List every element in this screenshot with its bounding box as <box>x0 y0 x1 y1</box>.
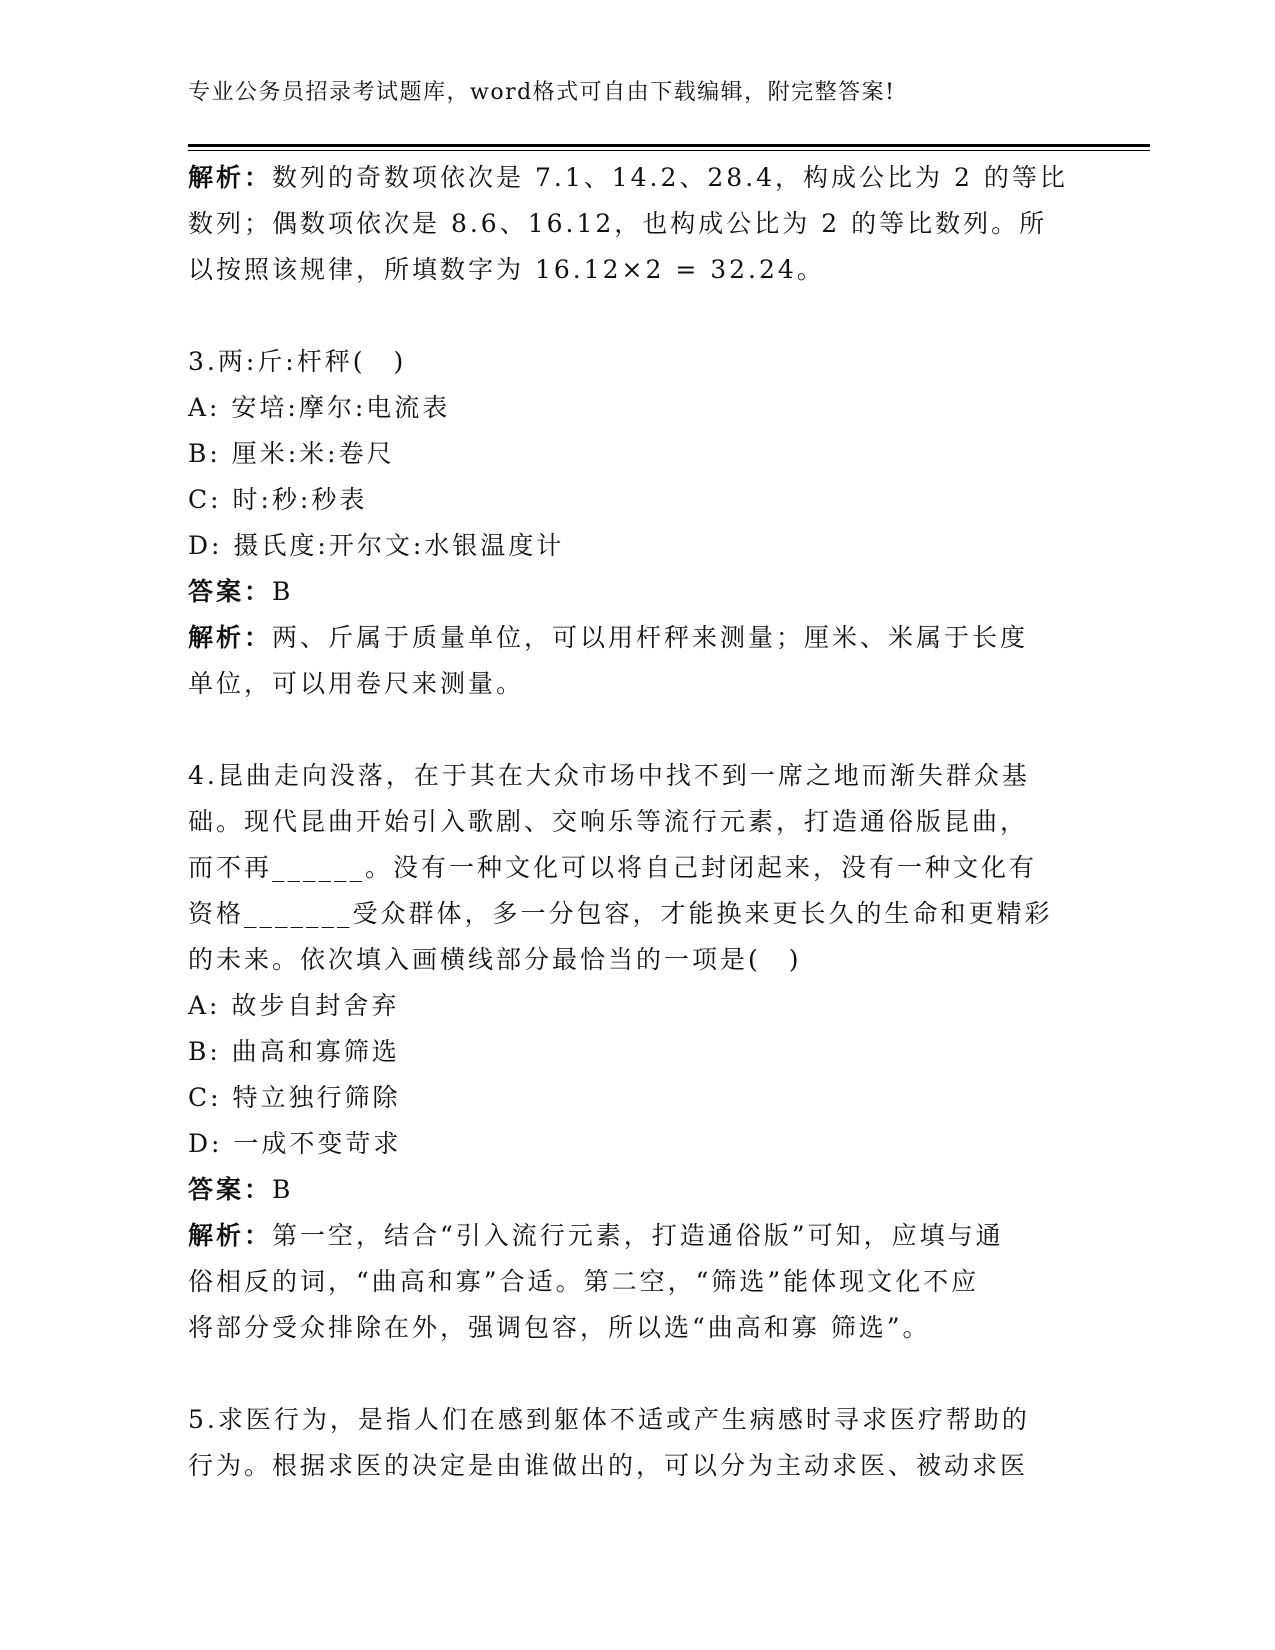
paragraph-gap <box>188 1351 1088 1397</box>
analysis-label: 解析： <box>188 623 273 652</box>
q4-stem-line: 资格_______受众群体，多一分包容，才能换来更长久的生命和更精彩 <box>188 899 1053 928</box>
analysis-label: 解析： <box>188 1221 273 1250</box>
q3-analysis-line: 解析：两、斤属于质量单位，可以用杆秤来测量；厘米、米属于长度 <box>188 623 1029 652</box>
q5-stem-line: 5.求医行为，是指人们在感到躯体不适或产生病感时寻求医疗帮助的 <box>188 1405 1030 1434</box>
q3-option-c: C: 时:秒:秒表 <box>188 485 368 514</box>
q4-option-d: D: 一成不变苛求 <box>188 1129 402 1158</box>
q3-stem: 3.两:斤:杆秤( ) <box>188 347 407 376</box>
header-rule-thin <box>188 150 1150 151</box>
page-header: 专业公务员招录考试题库，word格式可自由下载编辑，附完整答案! <box>188 80 896 105</box>
q3-answer: 答案：B <box>188 577 294 606</box>
q3-analysis-line: 单位，可以用卷尺来测量。 <box>188 669 525 698</box>
q4-option-c: C: 特立独行筛除 <box>188 1083 401 1112</box>
document-body <box>188 155 1088 1489</box>
header-rule-thick <box>188 144 1150 147</box>
q2-analysis-line: 数列；偶数项依次是 8.6、16.12，也构成公比为 2 的等比数列。所 <box>188 209 1048 238</box>
q3-option-d: D: 摄氏度:开尔文:水银温度计 <box>188 531 565 560</box>
q4-analysis-line: 解析：第一空，结合“引入流行元素，打造通俗版”可知，应填与通 <box>188 1221 1004 1250</box>
q4-stem-line: 的未来。依次填入画横线部分最恰当的一项是( ) <box>188 945 802 974</box>
q2-analysis-line: 解析：数列的奇数项依次是 7.1、14.2、28.4，构成公比为 2 的等比 <box>188 163 1068 192</box>
answer-label: 答案： <box>188 1175 273 1204</box>
q4-stem-line: 4.昆曲走向没落，在于其在大众市场中找不到一席之地而渐失群众基 <box>188 761 1030 790</box>
q4-answer: 答案：B <box>188 1175 294 1204</box>
q4-stem-line: 础。现代昆曲开始引入歌剧、交响乐等流行元素，打造通俗版昆曲， <box>188 807 1029 836</box>
q2-analysis-line: 以按照该规律，所填数字为 16.12×2 = 32.24。 <box>188 255 825 284</box>
answer-label: 答案： <box>188 577 273 606</box>
q4-option-a: A: 故步自封舍弃 <box>188 991 400 1020</box>
paragraph-gap <box>188 293 1088 339</box>
q5-stem-line: 行为。根据求医的决定是由谁做出的，可以分为主动求医、被动求医 <box>188 1451 1029 1480</box>
q4-option-b: B: 曲高和寡筛选 <box>188 1037 400 1066</box>
q4-analysis-line: 俗相反的词，“曲高和寡”合适。第二空，“筛选”能体现文化不应 <box>188 1267 980 1296</box>
q4-stem-line: 而不再______。没有一种文化可以将自己封闭起来，没有一种文化有 <box>188 853 1038 882</box>
q3-option-b: B: 厘米:米:卷尺 <box>188 439 395 468</box>
analysis-label: 解析： <box>188 163 273 192</box>
q4-analysis-line: 将部分受众排除在外，强调包容，所以选“曲高和寡 筛选”。 <box>188 1313 931 1342</box>
q3-option-a: A: 安培:摩尔:电流表 <box>188 393 451 422</box>
paragraph-gap <box>188 707 1088 753</box>
